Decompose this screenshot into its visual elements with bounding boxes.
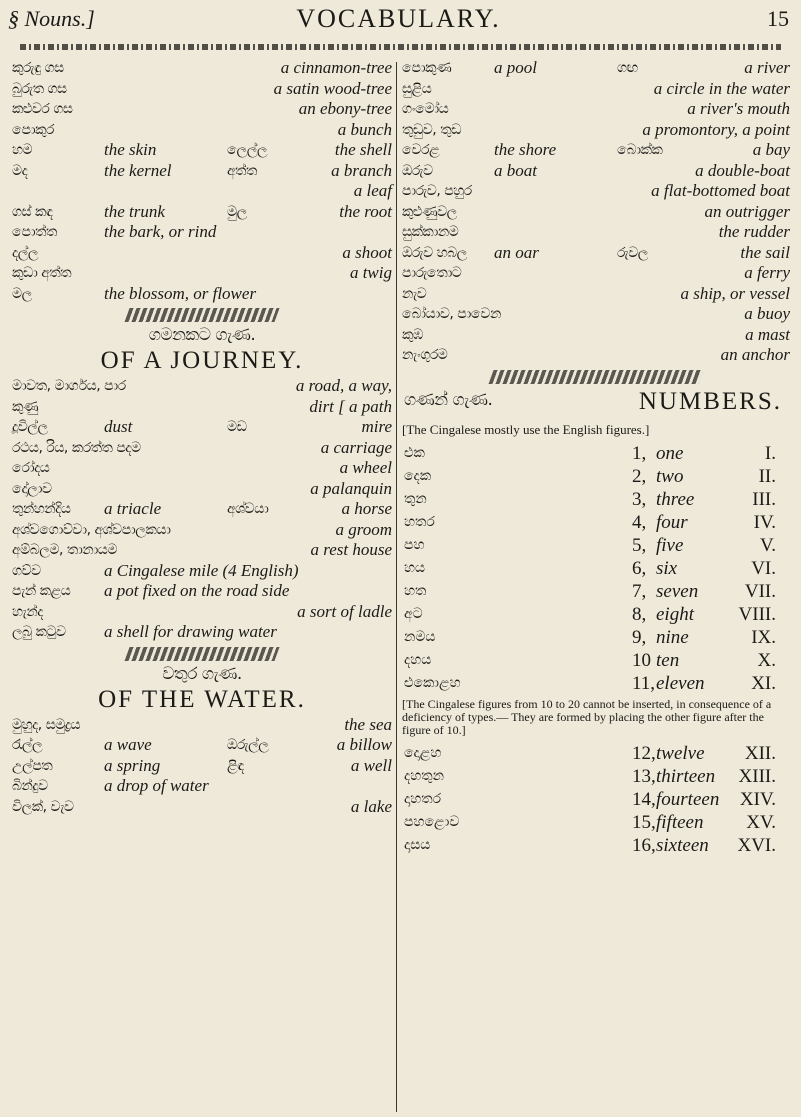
english-term: a well bbox=[350, 755, 392, 775]
number-word: five bbox=[656, 534, 684, 556]
number-word: one bbox=[656, 442, 684, 464]
sinhala-numeral: හත bbox=[404, 582, 427, 599]
sinhala-term: මද bbox=[12, 162, 28, 179]
sinhala-term: පොත්ත bbox=[12, 224, 57, 240]
english-term: the root bbox=[339, 201, 392, 221]
number-word: six bbox=[656, 557, 678, 579]
number-word: three bbox=[656, 488, 695, 510]
roman-numeral: XII. bbox=[744, 742, 776, 764]
english-term: an anchor bbox=[720, 345, 790, 364]
number-row bbox=[402, 650, 790, 673]
sinhala-term: රථය, රිය, කරත්ත පදම bbox=[12, 439, 141, 456]
english-term: a triacle bbox=[104, 499, 162, 518]
ornament bbox=[124, 647, 279, 661]
english-term: an ebony-tree bbox=[298, 99, 392, 118]
vocab-row bbox=[402, 58, 790, 79]
number-row bbox=[402, 812, 790, 835]
vocab-row bbox=[12, 243, 392, 264]
vocab-row bbox=[402, 263, 790, 284]
arabic-numeral: 6, bbox=[632, 557, 647, 579]
sinhala-term: පොකුර bbox=[12, 121, 54, 138]
sinhala-numeral: දාහතර bbox=[404, 790, 442, 807]
vocab-row bbox=[12, 202, 392, 223]
english-term: the shell bbox=[334, 140, 392, 159]
vocab-row bbox=[12, 561, 392, 582]
sinhala-term: ගංමෝය bbox=[402, 101, 449, 117]
roman-numeral: VIII. bbox=[738, 603, 776, 625]
arabic-numeral: 12, bbox=[632, 742, 656, 764]
section-title-sinhala: ගමනකට ගැණ. bbox=[148, 325, 256, 345]
sinhala-term: දල්ල bbox=[12, 244, 39, 261]
vocab-row bbox=[12, 222, 392, 243]
english-term: a lake bbox=[350, 796, 392, 816]
vocab-row bbox=[12, 715, 392, 736]
number-row bbox=[402, 673, 790, 696]
roman-numeral: V. bbox=[759, 534, 776, 556]
vocab-row bbox=[12, 120, 392, 141]
ornament bbox=[488, 370, 703, 384]
sinhala-term: දූවිල්ල bbox=[12, 419, 48, 435]
sinhala-term: ලෙල්ල bbox=[227, 142, 268, 158]
page-title: VOCABULARY. bbox=[296, 4, 501, 33]
sinhala-numeral: දහතුන bbox=[404, 767, 444, 784]
number-row bbox=[402, 789, 790, 812]
english-term: a mast bbox=[745, 324, 790, 344]
arabic-numeral: 13, bbox=[632, 765, 656, 787]
english-term: the blossom, or flower bbox=[104, 283, 257, 303]
arabic-numeral: 2, bbox=[632, 465, 647, 487]
section-title-sinhala: ගණන් ගැණ. bbox=[404, 389, 493, 410]
number-row bbox=[402, 627, 790, 650]
sinhala-term: පාරුව, පහුර bbox=[402, 183, 472, 199]
english-term: a road, a way, bbox=[295, 376, 392, 395]
vocab-row bbox=[402, 222, 790, 243]
sinhala-numeral: පහළොව bbox=[404, 813, 460, 830]
sinhala-term: පැන් කළය bbox=[12, 583, 71, 599]
sinhala-term: පොකුණ bbox=[402, 60, 452, 76]
english-term: a promontory, a point bbox=[642, 119, 790, 139]
english-term: a rest house bbox=[310, 540, 392, 559]
english-term: a groom bbox=[335, 519, 392, 539]
number-row bbox=[402, 558, 790, 581]
english-term: a shoot bbox=[342, 242, 392, 262]
vocab-row bbox=[12, 284, 392, 305]
sinhala-term: බොක්ක bbox=[617, 142, 663, 158]
section-title: NUMBERS. bbox=[638, 387, 782, 415]
sinhala-term: ලබු කටුව bbox=[12, 624, 66, 640]
right-column bbox=[402, 58, 790, 858]
number-row bbox=[402, 512, 790, 535]
sinhala-term: ගස් කඳ bbox=[12, 203, 53, 220]
english-term: a wave bbox=[104, 735, 152, 754]
vocab-row bbox=[402, 345, 790, 366]
roman-numeral: IV. bbox=[753, 511, 776, 533]
roman-numeral: X. bbox=[757, 649, 776, 671]
english-term: a drop of water bbox=[104, 776, 209, 795]
vocab-row bbox=[12, 581, 392, 602]
sinhala-term: අශ්වගොව්වා, අශ්වපාලකයා bbox=[12, 521, 171, 538]
roman-numeral: VII. bbox=[744, 580, 776, 602]
sinhala-numeral: හතර bbox=[404, 513, 435, 530]
sinhala-numeral: එකොළහ bbox=[404, 674, 461, 691]
section-label: § Nouns.] bbox=[8, 6, 95, 31]
sinhala-term: තුඩුව, තුඩ bbox=[402, 121, 461, 138]
english-term: a horse bbox=[341, 499, 392, 518]
arabic-numeral: 4, bbox=[632, 511, 647, 533]
english-term: a ship, or vessel bbox=[680, 283, 790, 303]
sinhala-term: වෙරළ bbox=[402, 142, 440, 158]
arabic-numeral: 7, bbox=[632, 580, 647, 602]
numbers-note: [The Cingalese mostly use the English figures.] bbox=[402, 421, 650, 437]
vocab-row bbox=[402, 284, 790, 305]
sinhala-term: කළුවර ගස bbox=[12, 101, 73, 117]
english-term: dust bbox=[104, 417, 133, 436]
vocab-row bbox=[12, 622, 392, 643]
sinhala-numeral: එක bbox=[404, 444, 425, 461]
arabic-numeral: 1, bbox=[632, 442, 647, 464]
vocab-row bbox=[12, 602, 392, 623]
english-term: a bunch bbox=[337, 119, 392, 139]
sinhala-term: අශ්වයා bbox=[227, 501, 269, 517]
section-title: OF A JOURNEY. bbox=[100, 347, 304, 374]
roman-numeral: XI. bbox=[751, 672, 776, 694]
sinhala-term: නැව bbox=[402, 285, 427, 302]
sinhala-term: දෝලාව bbox=[12, 480, 52, 497]
number-word: two bbox=[656, 465, 684, 487]
running-header bbox=[8, 4, 789, 38]
sinhala-term: ඔරුල්ල bbox=[227, 737, 269, 753]
vocab-row bbox=[12, 776, 392, 797]
english-term: a ferry bbox=[744, 263, 790, 282]
sinhala-term: ඔරුව bbox=[402, 162, 433, 179]
english-term: the sea bbox=[344, 714, 392, 734]
number-word: thirteen bbox=[656, 765, 716, 787]
sinhala-term: හැන්ද bbox=[12, 603, 44, 620]
sinhala-term: ඔරුව හබල bbox=[402, 244, 467, 261]
sinhala-term: බින්දුව bbox=[12, 778, 48, 794]
number-row bbox=[402, 581, 790, 604]
english-term: mire bbox=[361, 417, 392, 436]
section-title: OF THE WATER. bbox=[98, 685, 306, 713]
vocab-row bbox=[12, 520, 392, 541]
sinhala-term: කුඹ bbox=[402, 326, 423, 343]
roman-numeral: XV. bbox=[746, 811, 776, 833]
number-row bbox=[402, 743, 790, 766]
number-word: nine bbox=[656, 626, 689, 648]
arabic-numeral: 9, bbox=[632, 626, 647, 648]
sinhala-term: බෝයාව, පාවෙන bbox=[402, 306, 501, 322]
vocab-row bbox=[12, 417, 392, 438]
sinhala-term: බුරුත ගස bbox=[12, 80, 67, 97]
vocab-row bbox=[12, 397, 392, 418]
sinhala-term: නැංගුරම bbox=[402, 347, 448, 363]
number-row bbox=[402, 604, 790, 627]
english-term: the bark, or rind bbox=[104, 222, 217, 241]
number-word: fourteen bbox=[656, 788, 720, 810]
english-term: a wheel bbox=[339, 458, 392, 477]
english-term: a billow bbox=[336, 735, 392, 754]
sinhala-term: මල bbox=[12, 285, 32, 302]
column-divider bbox=[396, 62, 397, 1112]
sinhala-term: අත්ත bbox=[227, 162, 257, 179]
arabic-numeral: 5, bbox=[632, 534, 647, 556]
vocab-row bbox=[402, 325, 790, 346]
section-title-sinhala: වතුර ගැණ. bbox=[162, 663, 242, 684]
sinhala-term: ළිඳ bbox=[227, 757, 244, 774]
english-term: a twig bbox=[349, 263, 392, 282]
english-term: a leaf bbox=[353, 181, 392, 200]
english-term: a pool bbox=[494, 58, 537, 77]
sinhala-numeral: නමය bbox=[404, 628, 436, 645]
vocab-row bbox=[402, 140, 790, 161]
english-term: the rudder bbox=[718, 222, 790, 241]
vocab-row bbox=[12, 438, 392, 459]
left-column bbox=[12, 58, 392, 817]
english-term: the kernel bbox=[104, 160, 172, 180]
roman-numeral: II. bbox=[758, 465, 776, 487]
sinhala-term: උල්පත bbox=[12, 757, 53, 774]
ornament bbox=[124, 308, 279, 322]
sinhala-term: ගව්ව bbox=[12, 562, 41, 579]
english-term: the trunk bbox=[104, 201, 165, 221]
vocab-row bbox=[12, 181, 392, 202]
arabic-numeral: 10 bbox=[632, 649, 651, 671]
english-term: dirt [ a path bbox=[309, 396, 392, 416]
english-term: the sail bbox=[740, 242, 790, 262]
sinhala-term: කුරුඳු ගස bbox=[12, 60, 64, 76]
vocab-row bbox=[12, 540, 392, 561]
english-term: a boat bbox=[494, 160, 537, 180]
sinhala-term: මාවත, මාර්ගය, පාර bbox=[12, 378, 126, 394]
english-term: a circle in the water bbox=[653, 78, 790, 98]
number-word: fifteen bbox=[656, 811, 704, 833]
english-term: a carriage bbox=[320, 437, 392, 457]
vocab-row bbox=[402, 243, 790, 264]
vocab-row bbox=[402, 120, 790, 141]
sinhala-numeral: දහය bbox=[404, 651, 432, 668]
vocab-row bbox=[12, 479, 392, 500]
number-row bbox=[402, 835, 790, 858]
sinhala-term: විලක්, වැව bbox=[12, 798, 74, 815]
english-term: a spring bbox=[104, 755, 161, 775]
english-term: the shore bbox=[494, 140, 557, 159]
sinhala-numeral: දොළහ bbox=[404, 744, 442, 761]
number-row bbox=[402, 766, 790, 789]
sinhala-term: සුළිය bbox=[402, 80, 432, 97]
vocab-row bbox=[12, 79, 392, 100]
english-term: a palanquin bbox=[310, 478, 392, 498]
number-row bbox=[402, 489, 790, 512]
vocab-row bbox=[402, 79, 790, 100]
vocab-row bbox=[12, 797, 392, 818]
number-row bbox=[402, 466, 790, 489]
sinhala-term: රුවල bbox=[617, 244, 648, 261]
english-term: an outrigger bbox=[704, 201, 790, 221]
number-row bbox=[402, 535, 790, 558]
arabic-numeral: 14, bbox=[632, 788, 656, 810]
english-term: a buoy bbox=[744, 304, 790, 323]
vocab-row bbox=[12, 263, 392, 284]
english-term: a Cingalese mile (4 English) bbox=[104, 560, 299, 580]
sinhala-term: තුන්හන්දිය bbox=[12, 501, 71, 517]
sinhala-term: කුළුණුවල bbox=[402, 203, 457, 220]
english-term: a pot fixed on the road side bbox=[104, 581, 290, 600]
roman-numeral: XVI. bbox=[737, 834, 776, 856]
vocab-row bbox=[12, 376, 392, 397]
vocab-row bbox=[402, 161, 790, 182]
vocab-row bbox=[12, 58, 392, 79]
english-term: a branch bbox=[331, 160, 392, 180]
number-word: sixteen bbox=[656, 834, 709, 856]
roman-numeral: IX. bbox=[751, 626, 776, 648]
sinhala-numeral: හය bbox=[404, 559, 426, 576]
sinhala-term: මුල bbox=[227, 203, 247, 220]
sinhala-term: හම bbox=[12, 142, 33, 158]
english-term: a river's mouth bbox=[687, 99, 790, 118]
number-word: four bbox=[656, 511, 688, 533]
vocab-row bbox=[12, 161, 392, 182]
number-word: twelve bbox=[656, 742, 705, 764]
vocab-row bbox=[12, 499, 392, 520]
sinhala-numeral: දෙක bbox=[404, 467, 432, 484]
roman-numeral: VI. bbox=[751, 557, 776, 579]
roman-numeral: III. bbox=[752, 488, 776, 510]
english-term: a flat-bottomed boat bbox=[651, 181, 790, 200]
arabic-numeral: 3, bbox=[632, 488, 647, 510]
ornamental-rule bbox=[20, 44, 781, 50]
vocab-row bbox=[12, 756, 392, 777]
vocab-row bbox=[402, 181, 790, 202]
vocab-row bbox=[12, 99, 392, 120]
sinhala-term: රෝදය bbox=[12, 460, 50, 476]
sinhala-numeral: තුන bbox=[404, 490, 427, 507]
vocab-row bbox=[402, 99, 790, 120]
roman-numeral: XIV. bbox=[739, 788, 776, 810]
sinhala-term: රැල්ල bbox=[12, 737, 43, 753]
sinhala-term: ගඟ bbox=[617, 60, 638, 76]
page-number: 15 bbox=[767, 6, 789, 31]
arabic-numeral: 16, bbox=[632, 834, 656, 856]
numbers-note-2: [The Cingalese figures from 10 to 20 cannot be inserted, in consequence of a deficiency of types.— They are formed by placing the other figure after the figure of 10.] bbox=[402, 696, 772, 737]
vocab-row bbox=[12, 735, 392, 756]
numbers-heading bbox=[402, 386, 790, 420]
sinhala-term: සුක්කානම bbox=[402, 224, 459, 240]
vocab-row bbox=[12, 140, 392, 161]
english-term: a satin wood-tree bbox=[273, 78, 392, 98]
vocab-row bbox=[402, 202, 790, 223]
sinhala-term: මඩ bbox=[227, 419, 247, 435]
sinhala-numeral: දාසය bbox=[404, 836, 431, 853]
sinhala-numeral: අට bbox=[404, 605, 423, 622]
number-word: seven bbox=[656, 580, 699, 602]
arabic-numeral: 11, bbox=[632, 672, 656, 694]
number-word: eight bbox=[656, 603, 694, 625]
roman-numeral: XIII. bbox=[738, 765, 776, 787]
roman-numeral: I. bbox=[764, 442, 776, 464]
sinhala-term: කුණු bbox=[12, 398, 39, 415]
vocab-row bbox=[402, 304, 790, 325]
sinhala-term: මුහුද, සමුද්‍රය bbox=[12, 716, 81, 733]
vocab-row bbox=[12, 458, 392, 479]
sinhala-term: පාරුතොට bbox=[402, 265, 462, 281]
english-term: a cinnamon-tree bbox=[280, 58, 392, 77]
english-term: a river bbox=[744, 58, 790, 77]
sinhala-numeral: පහ bbox=[404, 536, 425, 553]
number-word: eleven bbox=[656, 672, 705, 694]
english-term: a shell for drawing water bbox=[104, 622, 277, 641]
english-term: a bay bbox=[752, 140, 790, 159]
english-term: the skin bbox=[104, 140, 157, 159]
english-term: a sort of ladle bbox=[297, 601, 392, 621]
english-term: an oar bbox=[494, 242, 539, 262]
english-term: a double-boat bbox=[695, 160, 790, 180]
number-word: ten bbox=[656, 649, 680, 671]
arabic-numeral: 8, bbox=[632, 603, 647, 625]
arabic-numeral: 15, bbox=[632, 811, 656, 833]
number-row bbox=[402, 443, 790, 466]
sinhala-term: අම්බලම, තානායම bbox=[12, 542, 117, 558]
sinhala-term: කුඩා අත්ත bbox=[12, 265, 72, 281]
